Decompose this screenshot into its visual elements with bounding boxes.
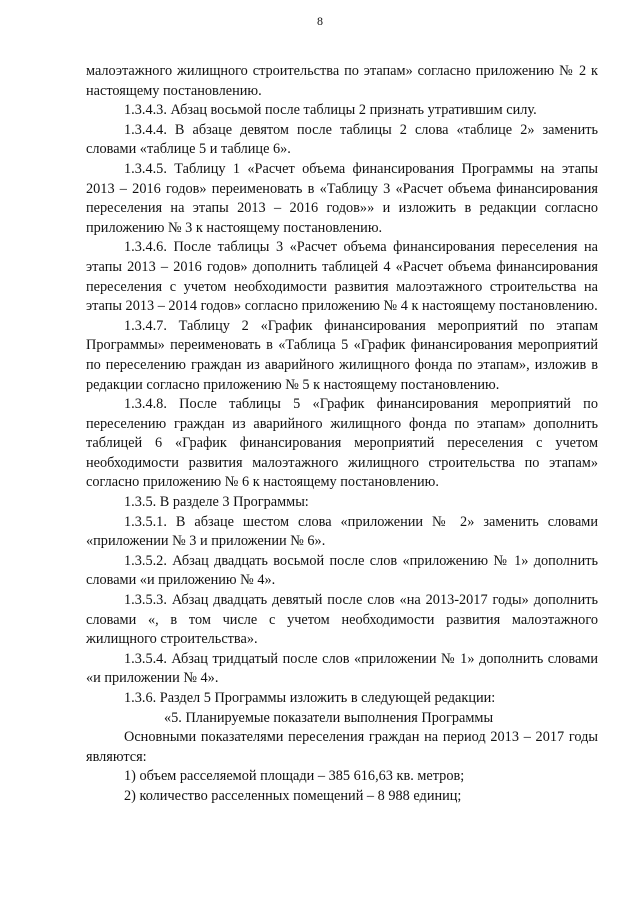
- paragraph: 1.3.5.3. Абзац двадцать девятый после слов «на 2013-2017 годы» дополнить словами «, в том числе с учетом необходимости развития малоэтажного жилищного строительства».: [86, 592, 598, 648]
- paragraph: 1.3.5.4. Абзац тридцатый после слов «приложении № 1» дополнить словами «и приложении № 4».: [86, 650, 598, 687]
- document-body: [86, 62, 598, 807]
- paragraph: 1.3.4.8. После таблицы 5 «График финансирования мероприятий по переселению граждан из аварийного жилищного фонда по этапам» дополнить таблицей 6 «График финансирования мероприятий переселения с учетом необходимости развития малоэтажного жилищного строительства по этапам» согласно приложению № 6 к настоящему постановлению.: [86, 396, 598, 491]
- paragraph: 1.3.6. Раздел 5 Программы изложить в следующей редакции:: [124, 690, 496, 706]
- paragraph: 1.3.5.1. В абзаце шестом слова «приложении № 2» заменить словами «приложении № 3 и приложении № 6».: [86, 513, 598, 550]
- paragraph: 1.3.5. В разделе 3 Программы:: [124, 494, 309, 511]
- paragraph: 1.3.5.2. Абзац двадцать восьмой после слов «приложению № 1» дополнить словами «и приложению № 4».: [86, 552, 598, 589]
- paragraph: 1.3.4.6. После таблицы 3 «Расчет объема финансирования переселения на этапы 2013 – 2016 годов» дополнить таблицей 4 «Расчет объема финансирования переселения с учетом необходимости развития малоэтажного строительства на этапы 2013 – 2014 годов» согласно приложению № 4 к настоящему постановлению.: [86, 239, 598, 315]
- list-item: 2) количество расселенных помещений – 8 988 единиц;: [124, 787, 462, 804]
- section-heading: «5. Планируемые показатели выполнения Программы: [164, 709, 494, 726]
- paragraph: 1.3.4.7. Таблицу 2 «График финансирования мероприятий по этапам Программы» переименовать в «Таблица 5 «График финансирования мероприятий по переселению граждан из аварийного жилищного фонда по этапам», изложив в редакции согласно приложению № 5 к настоящему постановлению.: [86, 317, 598, 393]
- paragraph: малоэтажного жилищного строительства по этапам» согласно приложению № 2 к настоящему постановлению.: [86, 63, 598, 99]
- paragraph: 1.3.4.3. Абзац восьмой после таблицы 2 признать утратившим силу.: [124, 102, 537, 119]
- paragraph: 1.3.4.4. В абзаце девятом после таблицы 2 слова «таблице 2» заменить словами «таблице 5 и таблице 6».: [86, 121, 598, 158]
- paragraph: 1.3.4.5. Таблицу 1 «Расчет объема финансирования Программы на этапы 2013 – 2016 годов» переименовать в «Таблицу 3 «Расчет объема финансирования переселения на этапы 2013 – 2016 годов»» и изложить в редакции согласно приложению № 3 к настоящему постановлению.: [86, 160, 598, 236]
- page-number: 8: [317, 14, 323, 28]
- list-item: 1) объем расселяемой площади – 385 616,63 кв. метров;: [124, 768, 465, 785]
- paragraph: Основными показателями переселения граждан на период 2013 – 2017 годы являются:: [86, 729, 598, 765]
